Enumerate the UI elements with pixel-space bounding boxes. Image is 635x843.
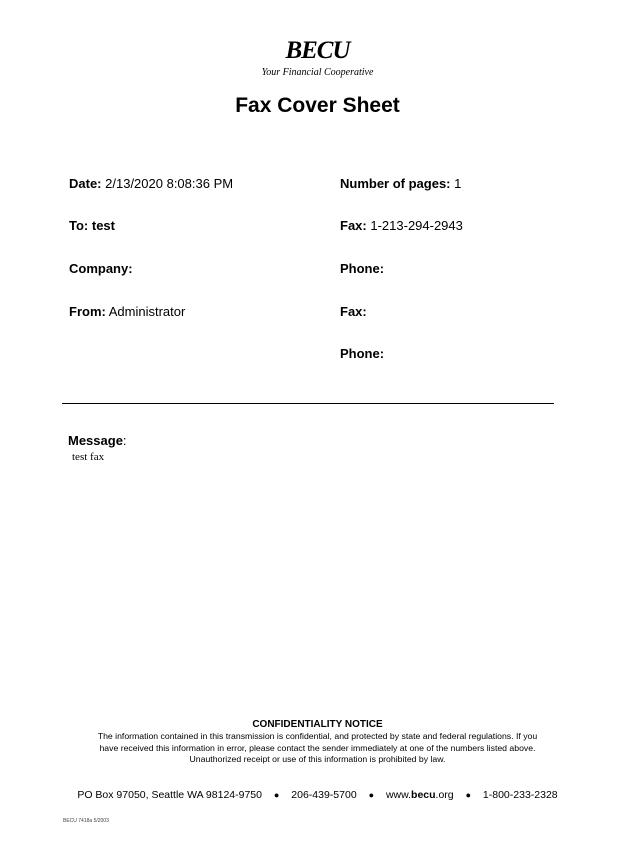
pages-value: 1	[454, 176, 462, 191]
company-label: Company:	[69, 261, 133, 276]
from-label: From:	[69, 304, 106, 319]
logo-tagline: Your Financial Cooperative	[261, 67, 374, 78]
company-field	[69, 261, 133, 277]
date-field	[69, 176, 233, 192]
confidentiality-line: have received this information in error, please contact the sender immediately at one of the numbers listed above.	[99, 742, 536, 753]
fax-to-label: Fax:	[340, 218, 367, 233]
divider	[62, 403, 554, 404]
pages-label: Number of pages:	[340, 176, 451, 191]
page-title: Fax Cover Sheet	[235, 94, 400, 117]
to-label: To:	[69, 218, 89, 233]
message-label-colon: :	[122, 433, 127, 448]
footer-address: PO Box 97050, Seattle WA 98124-9750	[77, 789, 262, 801]
confidentiality-title: CONFIDENTIALITY NOTICE	[252, 719, 383, 730]
from-value: Administrator	[108, 304, 186, 319]
fax-to-value: 1-213-294-2943	[370, 218, 463, 233]
footer-contact	[0, 789, 635, 801]
web-suffix: .org	[435, 789, 454, 801]
bullet-icon: ●	[465, 790, 471, 800]
bullet-icon: ●	[273, 790, 280, 800]
phone-from-label: Phone:	[340, 346, 385, 361]
becu-logo	[0, 38, 635, 79]
to-field	[69, 218, 115, 234]
message-body: test fax	[72, 451, 105, 463]
logo-mark: BECU	[285, 37, 350, 64]
message-label	[68, 433, 127, 448]
web-brand: becu	[411, 789, 436, 801]
to-value: test	[91, 218, 115, 233]
confidentiality-line: Unauthorized receipt or use of this information is prohibited by law.	[189, 754, 446, 764]
date-value: 2/13/2020 8:08:36 PM	[105, 176, 234, 191]
pages-field	[340, 176, 461, 192]
phone-to-label: Phone:	[340, 261, 385, 276]
footer-phone: 206-439-5700	[291, 789, 357, 801]
fax-to-field	[340, 218, 463, 234]
bullet-icon: ●	[368, 790, 375, 800]
confidentiality-text	[70, 731, 565, 766]
confidentiality-line: The information contained in this transmission is confidential, and protected by state and federal regulations. If you	[97, 731, 538, 741]
form-code: BECU 7418a 5/2003	[63, 818, 109, 824]
footer-tollfree: 1-800-233-2328	[482, 789, 558, 801]
web-prefix: www.	[385, 789, 412, 801]
phone-to-field	[340, 261, 384, 277]
fax-from-field	[340, 304, 367, 320]
date-label: Date:	[69, 176, 102, 191]
phone-from-field	[340, 346, 384, 362]
message-label-text: Message	[68, 433, 123, 448]
fax-from-label: Fax:	[340, 304, 367, 319]
from-field	[69, 304, 185, 320]
footer-website	[386, 789, 454, 801]
